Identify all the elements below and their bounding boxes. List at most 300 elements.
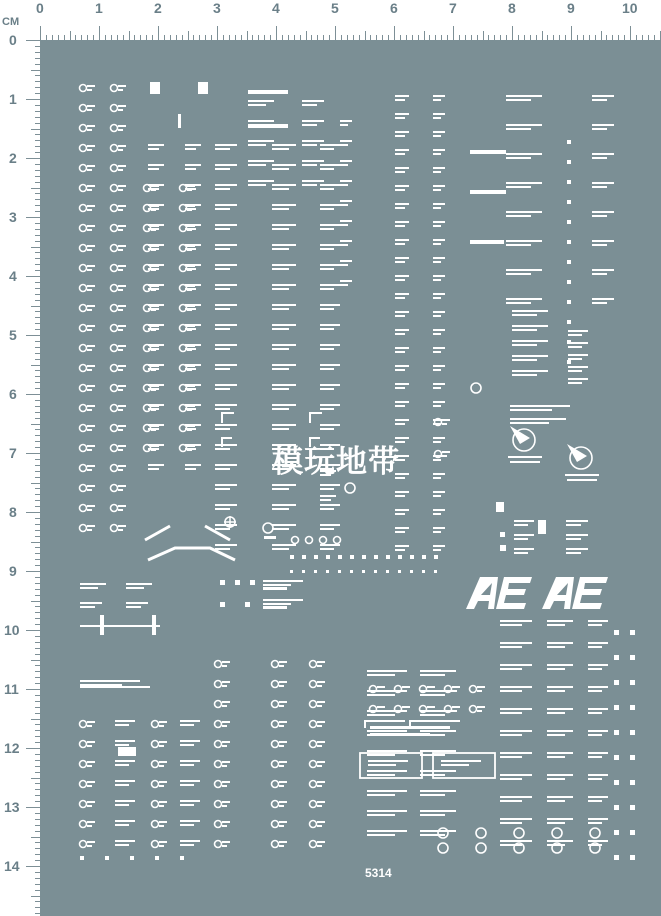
decal-bar: [470, 150, 506, 154]
decal-ring: [111, 325, 118, 332]
decal-bar: [272, 388, 289, 390]
decal-ring: [111, 445, 118, 452]
decal-bar: [395, 257, 409, 259]
decal-bar: [433, 135, 441, 137]
decal-bar: [215, 324, 237, 326]
decal-bar: [506, 99, 531, 101]
decal-dot: [398, 555, 402, 559]
decal-bar: [395, 549, 405, 551]
decal-bar: [433, 477, 441, 479]
decal-ring: [111, 245, 118, 252]
decal-bar: [340, 164, 348, 166]
decal-bar: [420, 794, 445, 796]
decal-bar: [566, 548, 588, 550]
decal-bar: [151, 429, 156, 431]
decal-bar: [118, 245, 126, 247]
decal-ring: [111, 145, 118, 152]
decal-bar: [118, 329, 123, 331]
decal-bar: [320, 348, 334, 350]
decal-bar: [80, 587, 98, 589]
decal-bar: [118, 505, 126, 507]
decal-bar: [592, 273, 607, 275]
decal-bar: [222, 825, 227, 827]
decal-bar: [151, 189, 156, 191]
decal-bar: [433, 491, 445, 493]
decal-bar: [588, 686, 608, 688]
decal-bar: [87, 761, 95, 763]
decal-ring: [310, 661, 317, 668]
decal-bar: [512, 355, 548, 357]
ruler-top-label: 0: [36, 0, 44, 16]
decal-bar: [118, 345, 126, 347]
decal-bar: [395, 423, 405, 425]
decal-bar: [442, 451, 450, 453]
decal-bar: [340, 224, 348, 226]
decal-ring: [111, 185, 118, 192]
decal-dot: [614, 805, 619, 810]
decal-bar: [588, 668, 602, 670]
decal-ring: [80, 445, 87, 452]
decal-bar: [215, 164, 237, 166]
decal-bar: [340, 140, 352, 142]
decal-bar: [568, 334, 582, 336]
decal-ring: [215, 781, 222, 788]
decal-bar: [148, 164, 164, 166]
decal-bar: [547, 796, 573, 798]
decal-bar: [395, 185, 409, 187]
decal-bar: [500, 690, 522, 692]
decal-bar: [506, 124, 542, 126]
decal-bar: [395, 527, 409, 529]
decal-bar: [500, 844, 522, 846]
ruler-left-tick: [26, 453, 40, 454]
decal-bar: [272, 508, 289, 510]
decal-dot: [80, 856, 84, 860]
decal-bar: [118, 389, 123, 391]
decal-bar: [151, 289, 156, 291]
ruler-left-label: 10: [4, 622, 20, 638]
decal-bar: [317, 661, 325, 663]
decal-bar: [118, 149, 123, 151]
decal-bar: [215, 224, 237, 226]
decal-ring: [80, 365, 87, 372]
decal-bar: [340, 284, 348, 286]
decal-bar: [320, 324, 340, 326]
decal-ring: [111, 105, 118, 112]
decal-bar: [506, 157, 531, 159]
decal-bar: [148, 168, 159, 170]
ruler-top-tick: [394, 26, 395, 40]
decal-bar: [151, 325, 159, 327]
decal-bar: [427, 710, 432, 712]
decal-bar: [115, 784, 129, 786]
decal-bar: [547, 800, 565, 802]
decal-ring: [80, 841, 87, 848]
decal-bar: [187, 409, 192, 411]
decal-bar: [395, 293, 409, 295]
decal-bar: [340, 184, 348, 186]
decal-bar: [320, 508, 334, 510]
decal-bar: [215, 384, 237, 386]
decal-bar: [506, 211, 542, 213]
decal-bar: [118, 529, 123, 531]
decal-bar: [187, 309, 192, 311]
decal-bar: [87, 805, 92, 807]
decal-dot: [180, 856, 184, 860]
decal-bar: [500, 774, 532, 776]
decal-bar: [159, 845, 164, 847]
decal-bar: [433, 531, 441, 533]
decal-bar: [87, 785, 92, 787]
decal-bar: [340, 124, 348, 126]
decal-bar: [420, 750, 456, 752]
decal-bar: [395, 405, 405, 407]
decal-bar: [395, 545, 409, 547]
ruler-left-tick: [26, 866, 40, 867]
decal-bar: [320, 164, 340, 166]
decal-bar: [272, 368, 289, 370]
decal-ring: [80, 205, 87, 212]
decal-bar: [222, 681, 230, 683]
decal-dot: [130, 856, 134, 860]
decal-bar: [320, 368, 334, 370]
decal-bar: [215, 444, 237, 446]
decal-bar: [538, 520, 546, 534]
decal-ring: [476, 843, 486, 853]
decal-ring: [310, 761, 317, 768]
decal-bar: [87, 801, 95, 803]
decal-bar: [547, 840, 573, 842]
decal-bar: [222, 685, 227, 687]
ruler-left-tick: [31, 778, 40, 779]
decal-bar: [320, 204, 340, 206]
decal-bar: [320, 244, 340, 246]
decal-bar: [215, 268, 230, 270]
decal-bar: [151, 265, 159, 267]
decal-bar: [592, 215, 607, 217]
decal-bar: [215, 448, 230, 450]
decal-bar: [395, 329, 409, 331]
decal-bar: [433, 203, 445, 205]
decal-ring: [272, 801, 279, 808]
decal-ring: [470, 706, 477, 713]
decal-bar: [568, 378, 588, 380]
decal-bar: [320, 364, 340, 366]
decal-ring: [80, 761, 87, 768]
decal-bar: [433, 527, 445, 529]
decal-bar: [340, 120, 352, 122]
decal-bracket: [310, 413, 322, 423]
decal-ring: [272, 781, 279, 788]
decal-bar: [215, 304, 237, 306]
decal-bar: [547, 734, 565, 736]
ruler-left-tick: [31, 601, 40, 602]
decal-bar: [592, 128, 607, 130]
decal-ring: [111, 305, 118, 312]
decal-bar: [272, 544, 296, 546]
decal-bar: [500, 822, 522, 824]
decal-bar: [159, 821, 167, 823]
decal-bar: [317, 745, 322, 747]
decal-bar: [215, 328, 230, 330]
decal-ring: [471, 383, 481, 393]
decal-bar: [118, 305, 126, 307]
decal-bar: [592, 240, 614, 242]
ruler-top-label: 8: [508, 0, 516, 16]
decal-bar: [222, 661, 230, 663]
ruler-top-tick: [424, 31, 425, 40]
decal-bar: [118, 229, 123, 231]
decal-ring: [152, 821, 159, 828]
decal-bar: [340, 200, 352, 202]
decal-dot: [220, 602, 225, 607]
decal-bar: [264, 536, 276, 539]
decal-bar: [263, 584, 291, 586]
decal-bar: [433, 545, 445, 547]
decal-bar: [222, 801, 230, 803]
decal-bar: [159, 745, 164, 747]
decal-bar: [118, 265, 126, 267]
decal-bar: [180, 740, 200, 742]
decal-bar: [317, 761, 325, 763]
decal-ring: [152, 801, 159, 808]
ruler-top-tick: [99, 26, 100, 40]
decal-bar: [500, 646, 522, 648]
decal-bar: [180, 724, 194, 726]
decal-bar: [279, 701, 287, 703]
decal-bar: [222, 841, 230, 843]
decal-bar: [395, 117, 405, 119]
decal-bar: [87, 125, 95, 127]
decal-bar: [302, 124, 317, 126]
decal-ring: [310, 841, 317, 848]
decal-bar: [87, 89, 92, 91]
decal-bar: [272, 524, 296, 526]
decal-bar: [367, 750, 407, 752]
decal-bar: [118, 145, 126, 147]
decal-bar: [87, 825, 92, 827]
decal-bar: [512, 340, 548, 342]
decal-bar: [180, 820, 200, 822]
decal-bar: [151, 349, 156, 351]
decal-bar: [547, 686, 573, 688]
decal-bar: [320, 288, 334, 290]
decal-bar: [151, 409, 156, 411]
decal-dot: [630, 630, 635, 635]
decal-ring: [310, 701, 317, 708]
decal-bar: [302, 144, 317, 146]
decal-bar: [279, 705, 284, 707]
decal-bar: [115, 720, 135, 722]
decal-bar: [263, 587, 287, 590]
decal-bar: [588, 756, 602, 758]
decal-bar: [87, 429, 92, 431]
decal-bar: [272, 264, 296, 266]
ruler-left-label: 14: [4, 858, 20, 874]
decal-bar: [87, 449, 92, 451]
decal-ring: [80, 505, 87, 512]
decal-bar: [512, 325, 548, 327]
decal-bar: [367, 814, 395, 816]
decal-bar: [215, 488, 230, 490]
decal-bar: [566, 534, 588, 536]
decal-bar: [87, 305, 95, 307]
decal-bar: [433, 149, 445, 151]
decal-bar: [180, 720, 200, 722]
decal-bar: [151, 405, 159, 407]
decal-ring: [470, 686, 477, 693]
decal-ring: [310, 821, 317, 828]
decal-bar: [118, 325, 126, 327]
decal-bar: [272, 208, 289, 210]
decal-bar: [395, 369, 405, 371]
decal-bar: [433, 401, 445, 403]
decal-bar: [547, 642, 573, 644]
decal-bar: [496, 502, 504, 512]
decal-bar: [508, 456, 542, 458]
ruler-left-label: 4: [9, 268, 17, 284]
decal-ring: [80, 325, 87, 332]
decal-bar: [506, 298, 542, 300]
decal-bar: [215, 344, 237, 346]
decal-bar: [395, 491, 409, 493]
decal-ring: [152, 721, 159, 728]
decal-ring: [80, 741, 87, 748]
decal-bar: [547, 620, 573, 622]
decal-bar: [215, 544, 237, 546]
decal-bar: [115, 820, 135, 822]
decal-bar: [367, 714, 395, 716]
decal-bar: [433, 275, 445, 277]
ruler-top-label: 10: [622, 0, 638, 16]
decal-dot: [250, 580, 255, 585]
ruler-left-tick: [31, 483, 40, 484]
decal-bar: [320, 548, 334, 550]
decal-bar: [118, 309, 123, 311]
decal-bar: [320, 184, 340, 186]
decal-bar: [87, 85, 95, 87]
decal-bar: [87, 781, 95, 783]
decal-bar: [118, 369, 123, 371]
decal-bar: [279, 765, 284, 767]
decal-dot: [314, 570, 317, 573]
decal-bar: [118, 165, 126, 167]
ruler-left-tick: [26, 748, 40, 749]
decal-dot: [614, 655, 619, 660]
decal-bar: [320, 428, 334, 430]
decal-bar: [118, 429, 123, 431]
decal-bar: [187, 265, 195, 267]
decal-bar: [187, 209, 192, 211]
decal-ring: [310, 801, 317, 808]
decal-bar: [87, 109, 92, 111]
decal-bar: [272, 504, 296, 506]
decal-ring: [111, 425, 118, 432]
decal-bar: [395, 401, 409, 403]
decal-bar: [187, 329, 192, 331]
decal-ring: [111, 405, 118, 412]
ruler-left-tick: [26, 689, 40, 690]
decal-bar: [547, 818, 573, 820]
decal-bar: [248, 164, 266, 166]
ruler-left-label: 0: [9, 32, 17, 48]
decal-bar: [215, 244, 237, 246]
decal-bar: [506, 240, 542, 242]
decal-bar: [317, 681, 325, 683]
decal-bar: [367, 670, 407, 672]
decal-bar: [118, 349, 123, 351]
decal-bar: [395, 243, 405, 245]
decal-bar: [148, 468, 159, 470]
decal-bar: [500, 730, 532, 732]
decal-bar: [187, 449, 192, 451]
ruler-left-label: 7: [9, 445, 17, 461]
decal-bar: [87, 289, 92, 291]
decal-bar: [433, 221, 445, 223]
decal-bar: [87, 525, 95, 527]
decal-bar: [433, 185, 445, 187]
ruler-left-label: 12: [4, 740, 20, 756]
decal-bar: [159, 841, 167, 843]
decal-bar: [187, 249, 192, 251]
decal-bar: [302, 100, 324, 102]
decal-bar: [442, 423, 447, 425]
decal-dot: [350, 570, 353, 573]
decal-bar: [588, 690, 602, 692]
decal-dot: [567, 200, 571, 204]
decal-bar: [215, 188, 230, 190]
decal-ring: [111, 225, 118, 232]
decal-bar: [317, 801, 325, 803]
decal-bar: [222, 781, 230, 783]
decal-bar: [302, 164, 317, 166]
decal-bar: [151, 229, 156, 231]
decal-bar: [151, 445, 159, 447]
decal-bar: [317, 785, 322, 787]
ruler-left-label: 13: [4, 799, 20, 815]
decal-dot: [567, 140, 571, 144]
sheet-code: 5314: [365, 866, 392, 880]
decal-bar: [87, 165, 95, 167]
decal-ring: [215, 721, 222, 728]
ruler-left-label: 11: [4, 681, 19, 697]
decal-bar: [87, 249, 92, 251]
decal-bar: [442, 419, 450, 421]
decal-bar: [320, 308, 334, 310]
ruler-left-tick: [31, 306, 40, 307]
ruler-left-tick: [26, 571, 40, 572]
decal-bar: [433, 459, 441, 461]
decal-bar: [272, 164, 296, 166]
decal-bar: [279, 781, 287, 783]
decal-bar: [395, 311, 409, 313]
decal-dot: [614, 830, 619, 835]
decal-bar: [433, 257, 445, 259]
decal-bar: [588, 624, 602, 626]
decal-bar: [187, 385, 195, 387]
decal-bar: [340, 244, 348, 246]
decal-bar: [420, 730, 456, 732]
decal-bar: [395, 387, 405, 389]
decal-bar: [263, 603, 291, 605]
decal-bar: [272, 324, 296, 326]
decal-bar: [320, 408, 334, 410]
decal-ring: [80, 185, 87, 192]
decal-bar: [420, 674, 445, 676]
decal-bar: [187, 189, 192, 191]
decal-bar: [272, 528, 289, 530]
decal-bar: [151, 225, 159, 227]
